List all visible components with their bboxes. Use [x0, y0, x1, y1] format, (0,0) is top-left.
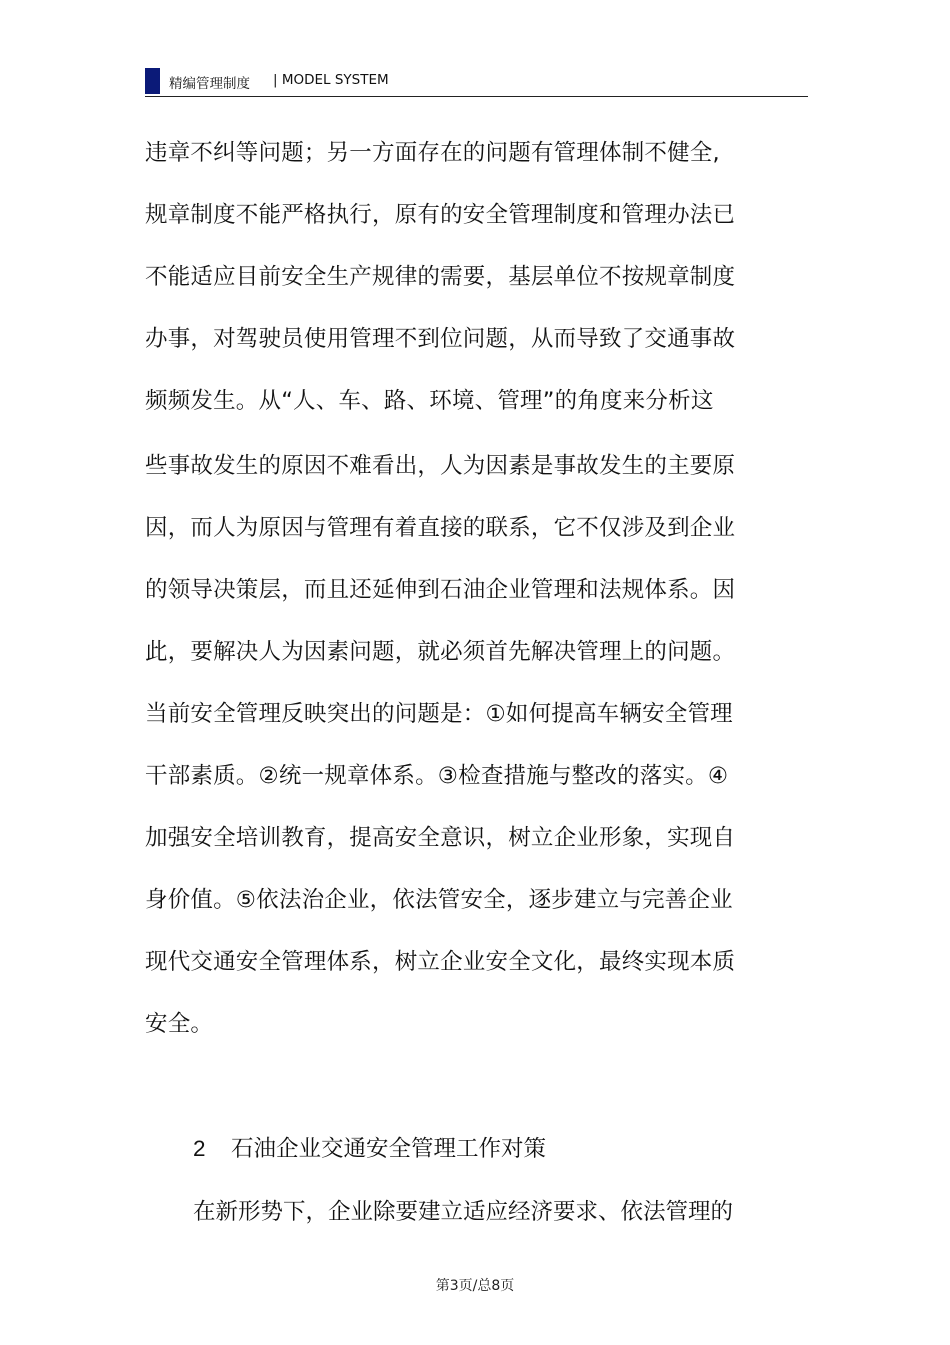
body-line: 干部素质。②统一规章体系。③检查措施与整改的落实。④	[145, 763, 729, 789]
body-line: 当前安全管理反映突出的问题是：①如何提高车辆安全管理	[145, 701, 733, 727]
page-header	[145, 66, 808, 97]
body-line: 规章制度不能严格执行，原有的安全管理制度和管理办法已	[145, 202, 736, 228]
section-heading	[193, 1134, 546, 1164]
body-line: 此，要解决人为因素问题，就必须首先解决管理上的问题。	[145, 639, 736, 665]
body-line: 违章不纠等问题；另一方面存在的问题有管理体制不健全,	[145, 140, 720, 166]
body-line: 现代交通安全管理体系，树立企业安全文化，最终实现本质	[145, 949, 736, 975]
logo-icon	[145, 68, 160, 94]
body-line: 安全。	[145, 1011, 214, 1037]
paragraph-start: 在新形势下，企业除要建立适应经济要求、依法管理的	[193, 1199, 734, 1225]
section-title: 石油企业交通安全管理工作对策	[231, 1136, 547, 1162]
header-subtitle: | MODEL SYSTEM	[273, 72, 389, 88]
section-number: 2	[193, 1136, 206, 1161]
body-line: 加强安全培训教育，提高安全意识，树立企业形象，实现自	[145, 825, 736, 851]
body-line: 频频发生。从“人、车、路、环境、管理”的角度来分析这	[145, 388, 714, 414]
header-title: 精编管理制度	[169, 76, 250, 92]
body-line: 因，而人为原因与管理有着直接的联系，它不仅涉及到企业	[145, 515, 736, 541]
body-line: 不能适应目前安全生产规律的需要，基层单位不按规章制度	[145, 264, 736, 290]
body-line: 身价值。⑤依法治企业，依法管安全，逐步建立与完善企业	[145, 887, 733, 913]
page-footer: 第3页/总8页	[435, 1278, 515, 1294]
body-line: 些事故发生的原因不难看出，人为因素是事故发生的主要原	[145, 453, 736, 479]
body-line: 办事，对驾驶员使用管理不到位问题，从而导致了交通事故	[145, 326, 736, 352]
body-line: 的领导决策层，而且还延伸到石油企业管理和法规体系。因	[145, 577, 736, 603]
